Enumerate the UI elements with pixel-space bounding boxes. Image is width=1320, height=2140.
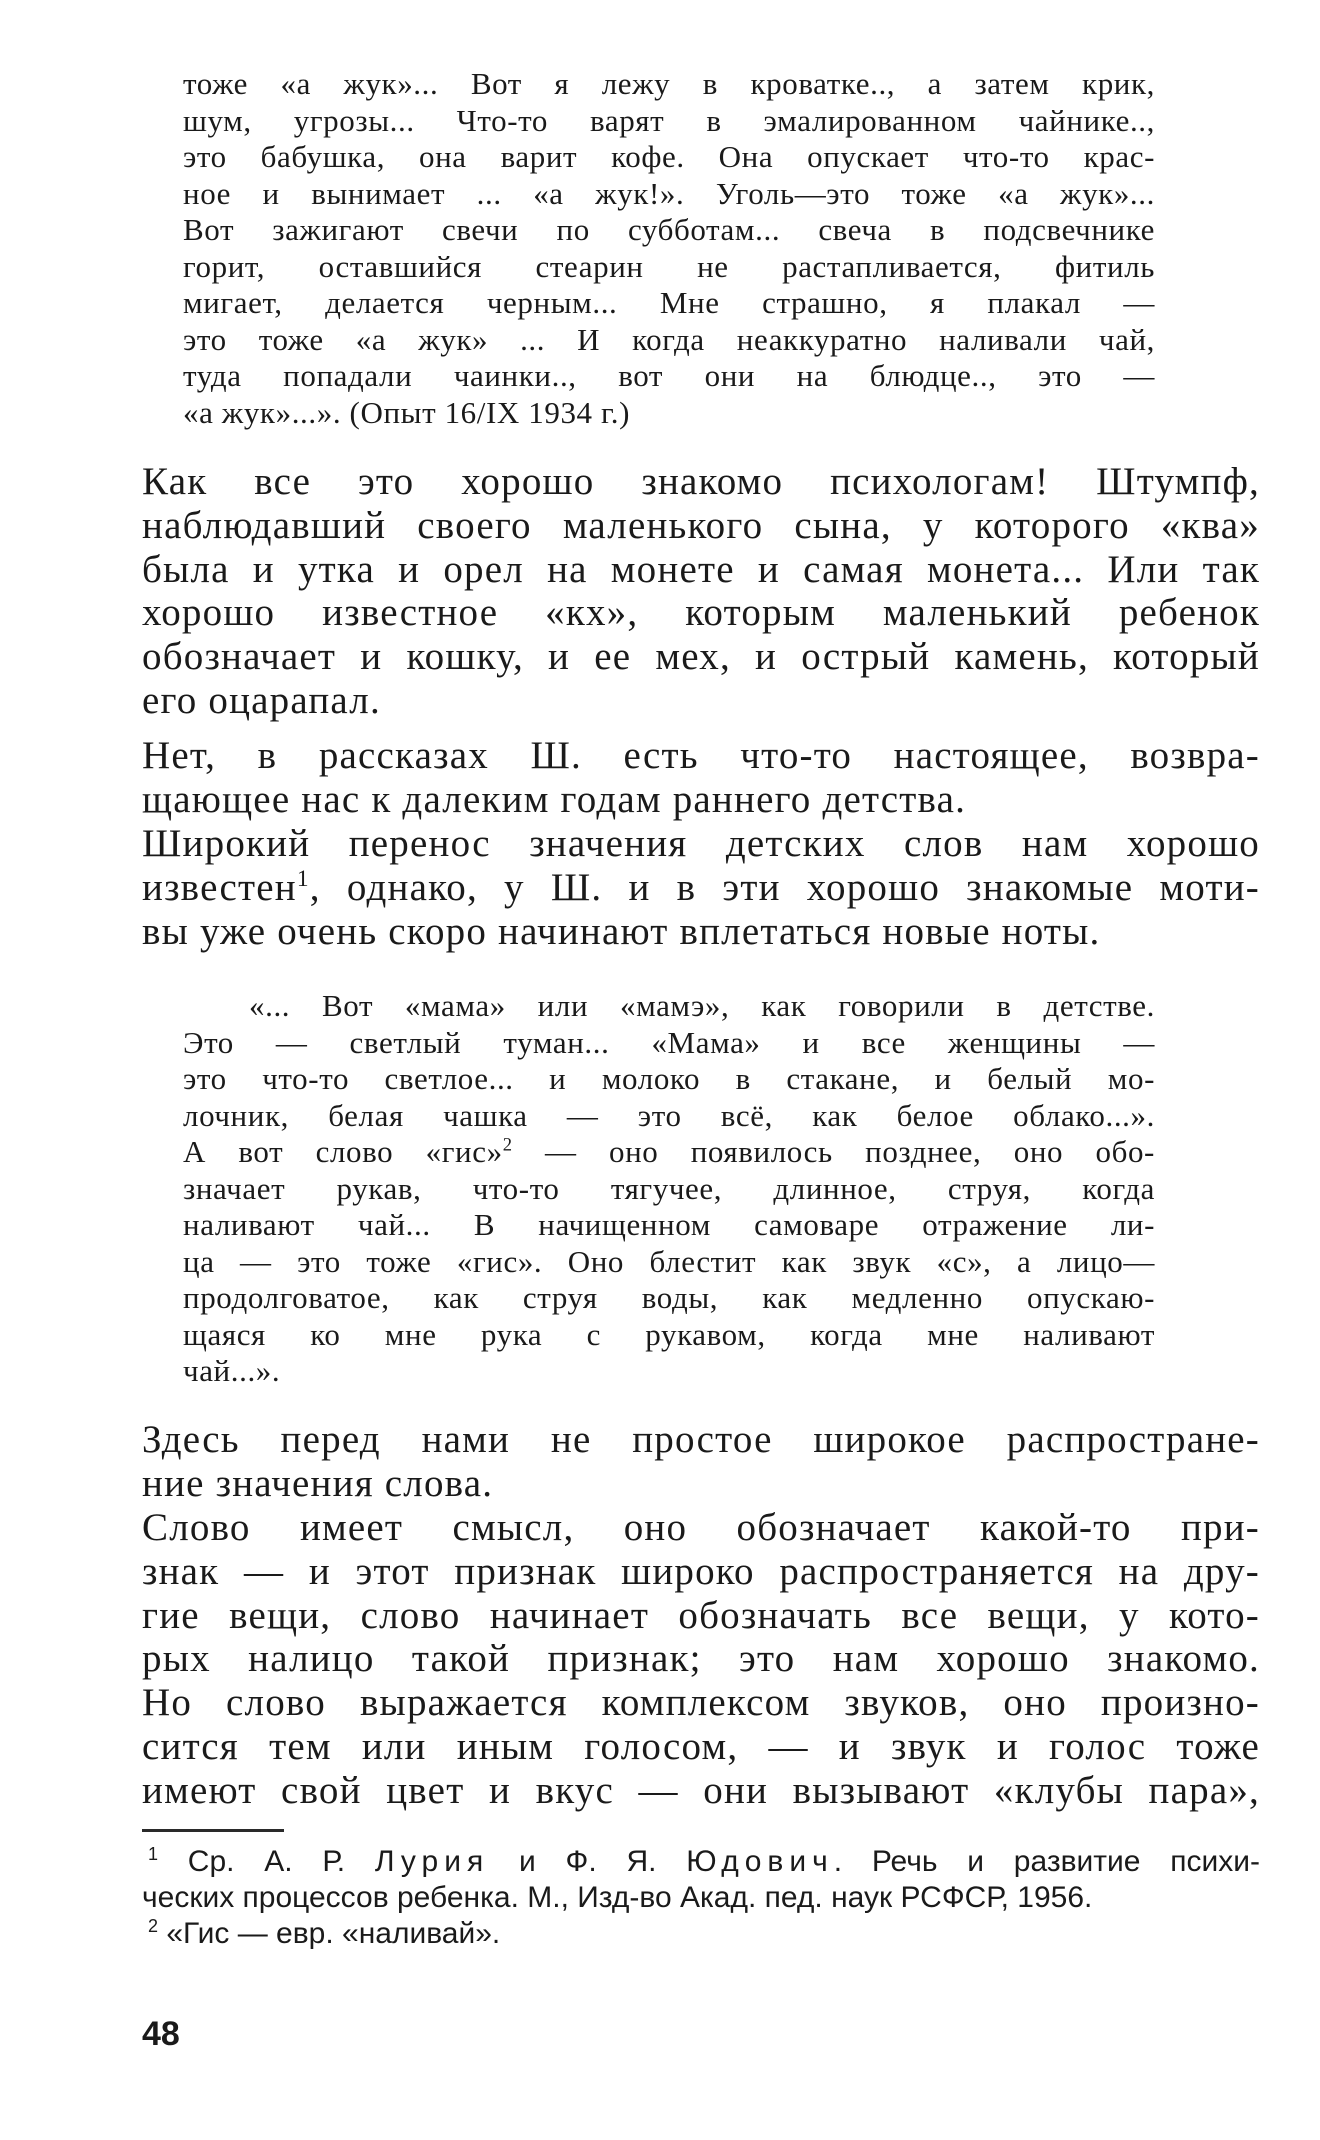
quote-1-line: ное и вынимает ... «а жук!». Уголь—это тоже «а жук»... xyxy=(183,175,1155,211)
paragraph-line: Нет, в рассказах Ш. есть что-то настоящее, возвра- xyxy=(142,734,1260,777)
quote-2-line: ца — это тоже «гис». Оно блестит как звук «с», а лицо— xyxy=(183,1243,1155,1279)
paragraph-line: его оцарапал. xyxy=(142,678,381,722)
footnote-1-line xyxy=(142,1844,1260,1880)
footnote-text: и Ф. Я. xyxy=(489,1845,687,1878)
footnote-ref-1[interactable]: 1 xyxy=(296,865,310,892)
quote-1-line: Вот зажигают свечи по субботам... свеча в подсвечнике xyxy=(183,212,1155,247)
paragraph-line: имеют свой цвет и вкус — они вызывают «клубы пара», xyxy=(142,1768,1260,1812)
paragraph-5 xyxy=(142,1506,1260,1813)
paragraph-line: наблюдавший своего маленького сына, у которого «ква» xyxy=(142,503,1260,547)
quote-block-1 xyxy=(183,66,1155,431)
quote-block-2 xyxy=(183,988,1155,1390)
paragraph-line: хорошо известное «кх», которым маленький ребенок xyxy=(142,591,1260,635)
quote-1-line: это бабушка, она варит кофе. Она опускает что-то крас- xyxy=(183,139,1155,174)
quote-2-line: продолговатое, как струя воды, как медленно опускаю- xyxy=(183,1280,1155,1315)
footnote-marker-1: 1 xyxy=(148,1844,159,1864)
quote-1-line: это тоже «а жук» ... И когда неаккуратно наливали чай, xyxy=(183,321,1155,357)
footnote-text: . Речь и развитие психи- xyxy=(833,1845,1260,1878)
paragraph-line: была и утка и орел на монете и самая монета... Или так xyxy=(142,547,1260,591)
quote-1-line: «а жук»...». (Опыт 16/IX 1934 г.) xyxy=(183,394,631,430)
paragraph-1 xyxy=(142,460,1260,723)
paragraph-line: сится тем или иным голосом, — и звук и голос тоже xyxy=(142,1724,1260,1768)
quote-2-line: «... Вот «мама» или «мамэ», как говорили в детстве. xyxy=(249,988,1155,1023)
quote-1-line: шум, угрозы... Что-то варят в эмалированном чайнике.., xyxy=(183,102,1155,138)
quote-2-line: наливают чай... В начищенном самоваре отражение ли- xyxy=(183,1207,1155,1242)
paragraph-line: рых налицо такой признак; это нам хорошо знакомо. xyxy=(142,1637,1260,1681)
footnote-1-line: ческих процессов ребенка. М., Изд-во Акад. пед. наук РСФСР, 1956. xyxy=(142,1881,1093,1914)
paragraph-text: , однако, у Ш. и в эти хорошо знакомые моти- xyxy=(309,865,1260,909)
quote-2-line: щаяся ко мне рука с рукавом, когда мне наливают xyxy=(183,1316,1155,1352)
footnotes xyxy=(142,1844,1260,1952)
paragraph-line: ние значения слова. xyxy=(142,1461,494,1505)
quote-1-line: туда попадали чаинки.., вот они на блюдце.., это — xyxy=(183,358,1155,393)
quote-2-line xyxy=(183,1134,1155,1171)
quote-2-line: лочник, белая чашка — это всё, как белое облако...». xyxy=(183,1097,1155,1133)
quote-text: А вот слово «гис» xyxy=(183,1134,503,1169)
paragraph-line: щающее нас к далеким годам раннего детства. xyxy=(142,777,967,821)
paragraph-3 xyxy=(142,822,1260,953)
footnote-ref-2[interactable]: 2 xyxy=(502,1134,513,1156)
paragraph-line: обозначает и кошку, и ее мех, и острый камень, который xyxy=(142,635,1260,679)
paragraph-line: Как все это хорошо знакомо психологам! Штумпф, xyxy=(142,460,1260,503)
quote-text: — оно появилось позднее, оно обо- xyxy=(512,1134,1155,1169)
paragraph-line: Широкий перенос значения детских слов нам хорошо xyxy=(142,822,1260,865)
paragraph-line: знак — и этот признак широко распространяется на дру- xyxy=(142,1549,1260,1593)
quote-2-line: чай...». xyxy=(183,1353,281,1388)
paragraph-line xyxy=(142,866,1260,910)
paragraph-text: известен xyxy=(142,865,297,909)
paragraph-line: Здесь перед нами не простое широкое распростране- xyxy=(142,1418,1260,1461)
quote-1-line: мигает, делается черным... Мне страшно, я плакал — xyxy=(183,285,1155,320)
footnote-2-line xyxy=(142,1916,1260,1952)
paragraph-line: Но слово выражается комплексом звуков, оно произно- xyxy=(142,1681,1260,1725)
quote-2-line: значает рукав, что-то тягучее, длинное, струя, когда xyxy=(183,1170,1155,1206)
paragraph-4 xyxy=(142,1418,1260,1506)
footnote-marker-2: 2 xyxy=(148,1916,159,1936)
footnote-text: «Гис — евр. «наливай». xyxy=(166,1917,501,1950)
quote-2-line: это что-то светлое... и молоко в стакане, и белый мо- xyxy=(183,1061,1155,1096)
page-number: 48 xyxy=(142,2015,180,2053)
paragraph-line: Слово имеет смысл, оно обозначает какой-то при- xyxy=(142,1506,1260,1549)
paragraph-2 xyxy=(142,734,1260,822)
quote-2-line: Это — светлый туман... «Мама» и все женщины — xyxy=(183,1024,1155,1060)
paragraph-line: вы уже очень скоро начинают вплетаться новые ноты. xyxy=(142,909,1101,953)
footnote-author: Лурия xyxy=(374,1845,490,1878)
footnote-text: Ср. А. Р. xyxy=(187,1845,375,1878)
quote-1-line: горит, оставшийся стеарин не растапливается, фитиль xyxy=(183,248,1155,284)
paragraph-line: гие вещи, слово начинает обозначать все вещи, у кото- xyxy=(142,1593,1260,1637)
footnote-author: Юдович xyxy=(686,1845,834,1878)
quote-1-line: тоже «а жук»... Вот я лежу в кроватке.., а затем крик, xyxy=(183,66,1155,101)
footnote-divider xyxy=(142,1829,284,1832)
